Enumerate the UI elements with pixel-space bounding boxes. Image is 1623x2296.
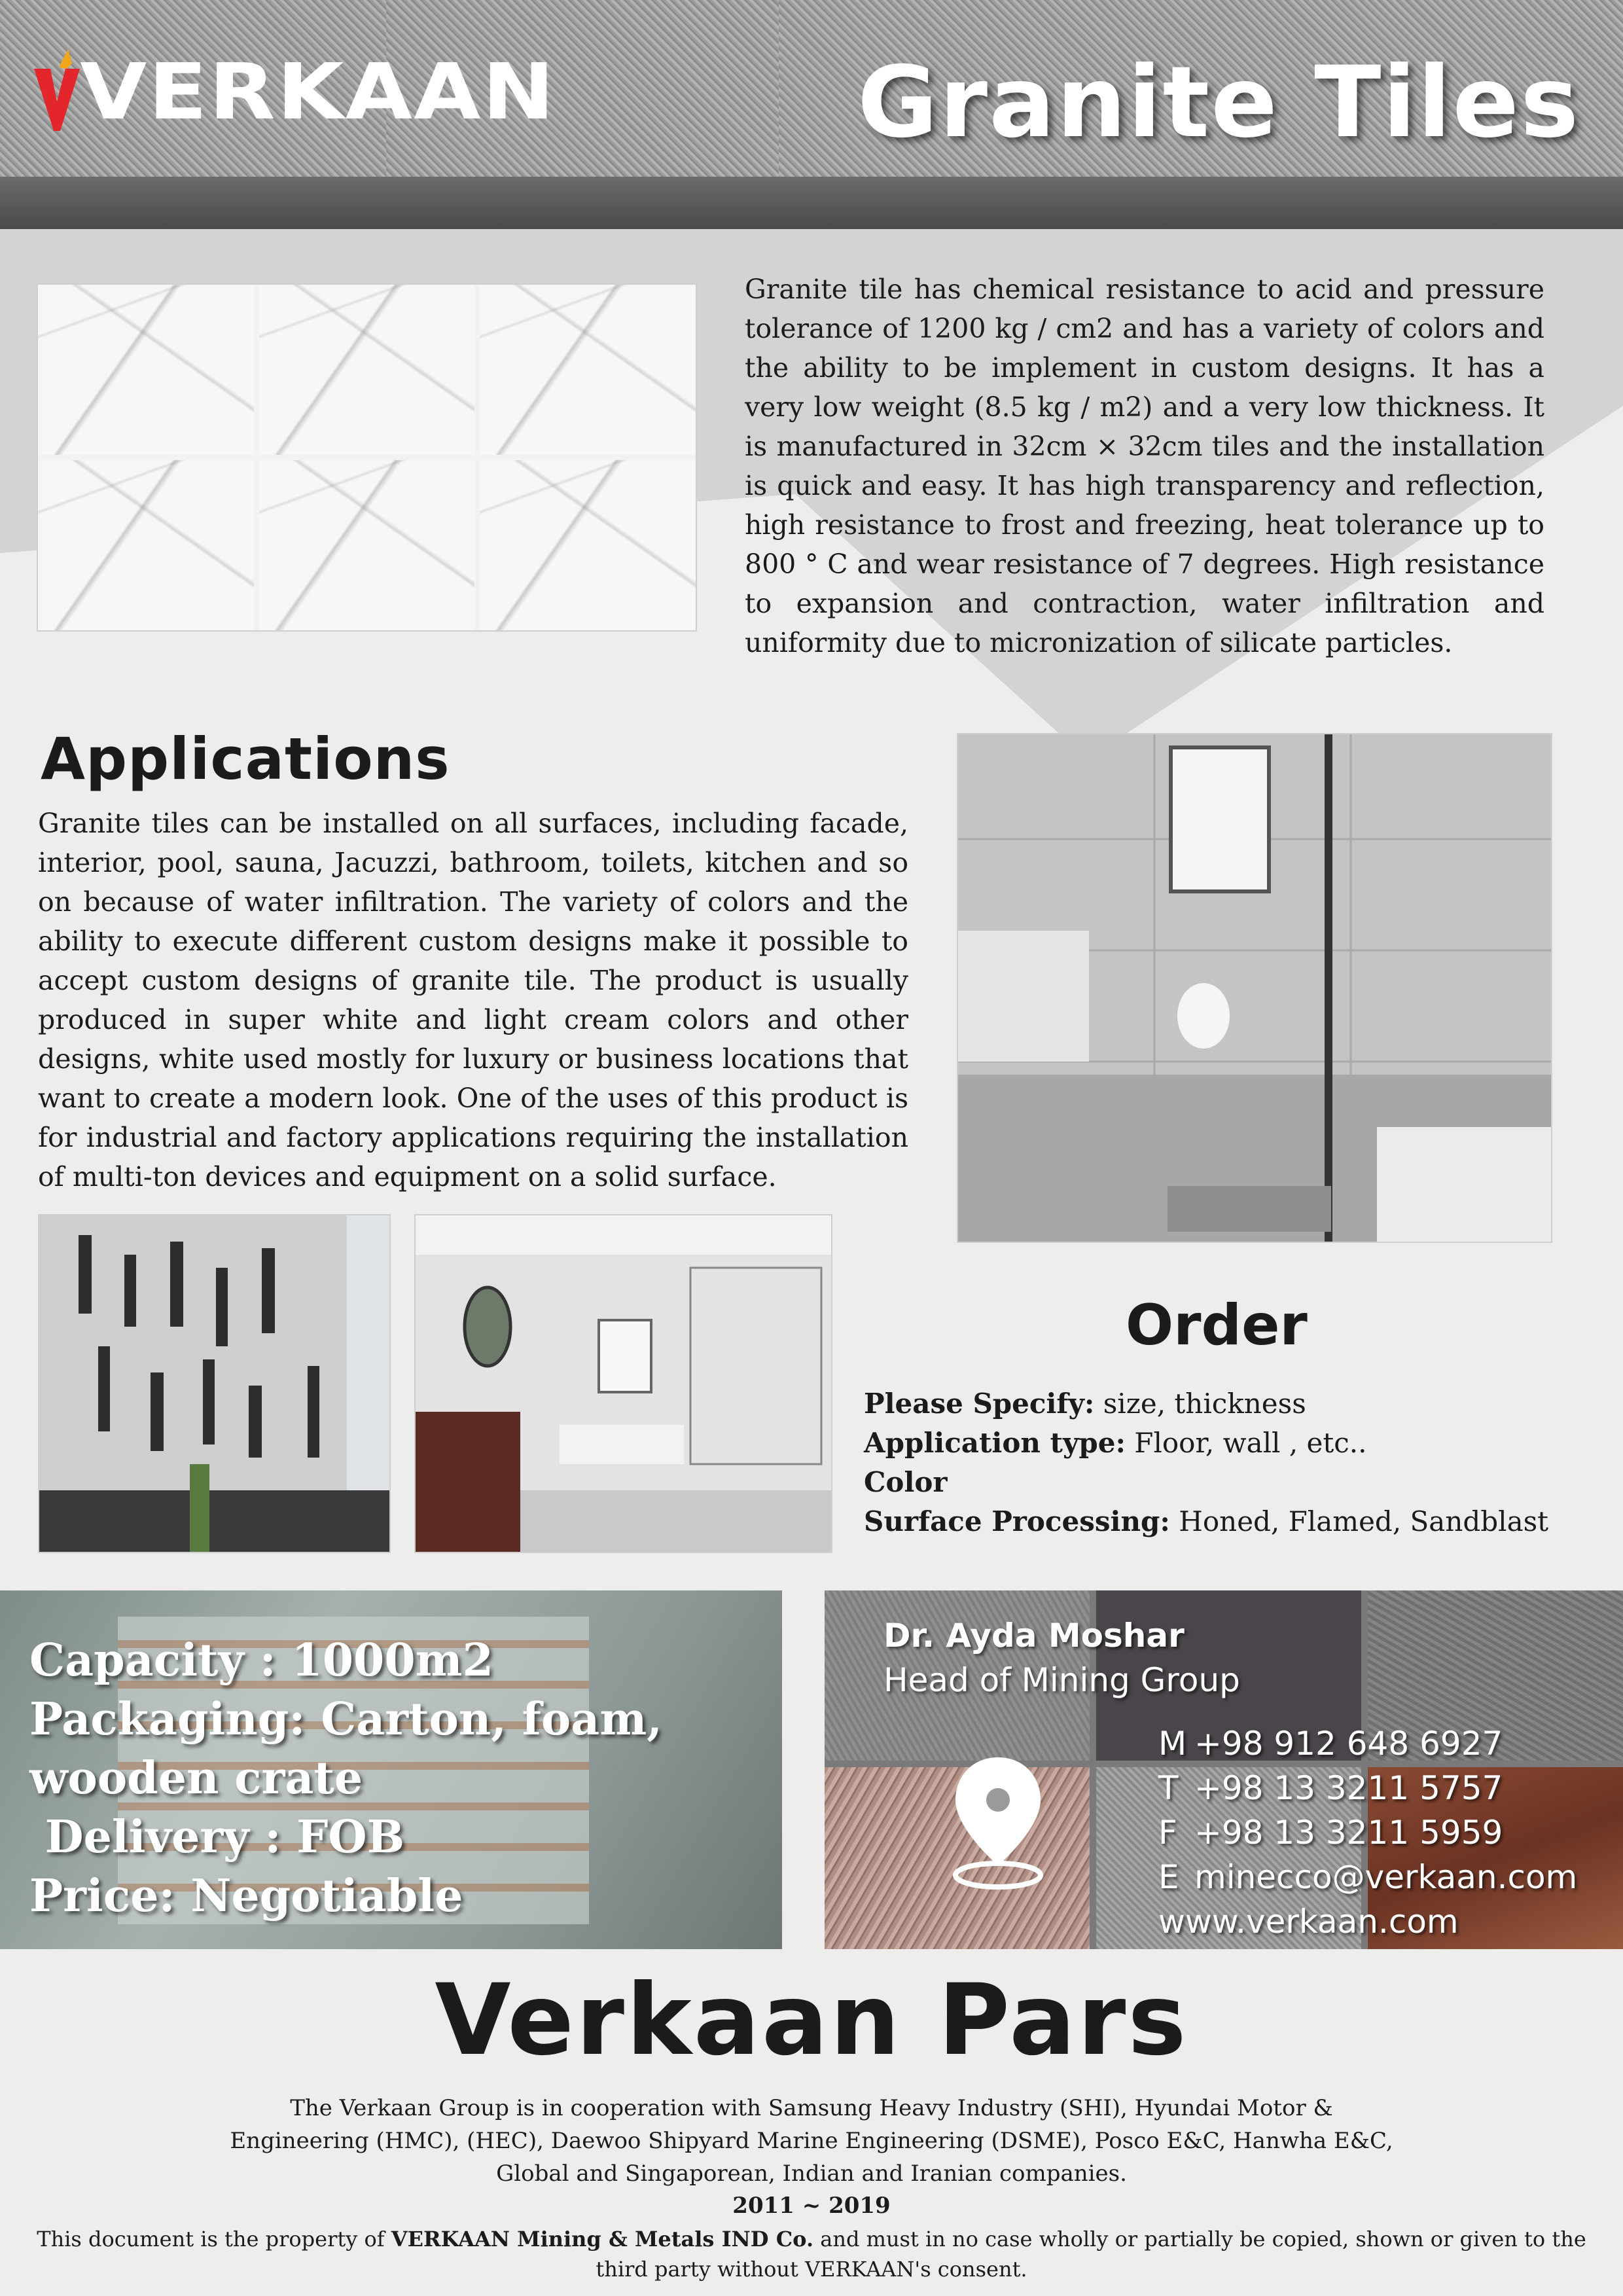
order-line-size: Please Specify: size, thickness xyxy=(864,1388,1306,1420)
logo-text: VERKAAN xyxy=(80,46,556,137)
applications-heading: Applications xyxy=(41,725,450,793)
page-title: Granite Tiles xyxy=(857,46,1580,160)
mobile-line: M +98 912 648 6927 xyxy=(1158,1725,1503,1763)
contact-details xyxy=(1158,1721,1623,1944)
order-heading: Order xyxy=(1126,1293,1308,1358)
logo-v-icon xyxy=(34,49,80,134)
marble-tiles-image xyxy=(38,285,696,630)
company-name: Verkaan Pars xyxy=(435,1964,1188,2077)
website-link[interactable]: www.verkaan.com xyxy=(1158,1903,1459,1941)
spec-list xyxy=(29,1631,782,1926)
contact-panel xyxy=(825,1590,1623,1949)
bathroom-photo xyxy=(957,733,1552,1243)
order-line-application: Application type: Floor, wall , etc.. xyxy=(864,1427,1367,1459)
delivery-text: Delivery : FOB xyxy=(29,1811,405,1863)
email-line: E minecco@verkaan.com xyxy=(1158,1858,1578,1896)
building-facade-photo xyxy=(38,1214,391,1553)
contact-name: Dr. Ayda Moshar xyxy=(883,1617,1185,1655)
order-line-surface: Surface Processing: Honed, Flamed, Sandblast xyxy=(864,1505,1549,1537)
applications-paragraph: Granite tiles can be installed on all surfaces, including facade, interior, pool, sauna, Jacuzzi, bathroom, toilets, kitchen and so on because of water infiltration. The variety of colors and the ability to execute different custom designs make it possible to accept custom designs of granite tile. The product is usually produced in super white and light cream colors and other designs, white used mostly for luxury or business locations that want to create a modern look. One of the uses of this product is for industrial and factory applications requiring the installation of multi-ton devices and equipment on a solid surface. xyxy=(38,808,908,1193)
order-line-color: Color xyxy=(864,1466,948,1498)
intro-paragraph: Granite tile has chemical resistance to acid and pressure tolerance of 1200 kg / cm2 and has a variety of colors and the ability to be implement in custom designs. It has a very low weight (8.5 kg / m2) and a very low thickness. It is manufactured in 32cm × 32cm tiles and the installation is quick and easy. It has high transparency and reflection, high resistance to frost and freezing, heat tolerance up to 800 ° C and wear resistance of 7 degrees. High resistance to expansion and contraction, water infiltration and uniformity due to micronization of silicate particles. xyxy=(745,274,1544,658)
header-banner xyxy=(0,0,1623,229)
phone-line: T +98 13 3211 5757 xyxy=(1158,1769,1503,1807)
contact-role: Head of Mining Group xyxy=(883,1661,1240,1699)
legal-notice: This document is the property of VERKAAN Mining & Metals IND Co. and must in no case wholly or partially be copied, shown or given to the third party without VERKAAN's consent. xyxy=(37,2227,1586,2282)
capacity-text: Capacity : 1000m2 xyxy=(29,1634,493,1687)
years-text: 2011 ~ 2019 xyxy=(732,2193,891,2219)
header-ledge xyxy=(0,177,1623,229)
packaging-text: Packaging: Carton, foam, wooden crate xyxy=(29,1693,662,1804)
price-text: Price: Negotiable xyxy=(29,1870,463,1922)
verkaan-logo xyxy=(34,46,556,137)
location-pin-icon xyxy=(949,1754,1047,1892)
luxury-bathroom-photo xyxy=(414,1214,832,1553)
order-list xyxy=(864,1384,1603,1541)
fax-line: F +98 13 3211 5959 xyxy=(1158,1814,1503,1852)
pallets-photo-panel xyxy=(0,1590,782,1949)
cooperation-text: The Verkaan Group is in cooperation with Samsung Heavy Industry (SHI), Hyundai Motor & Engineering (HMC), (HEC), Daewoo Shipyard Marine Engineering (DSME), Posco E&C, Hanwha E&C, Global and Singaporean, Indian and Iranian companies. xyxy=(230,2095,1393,2187)
